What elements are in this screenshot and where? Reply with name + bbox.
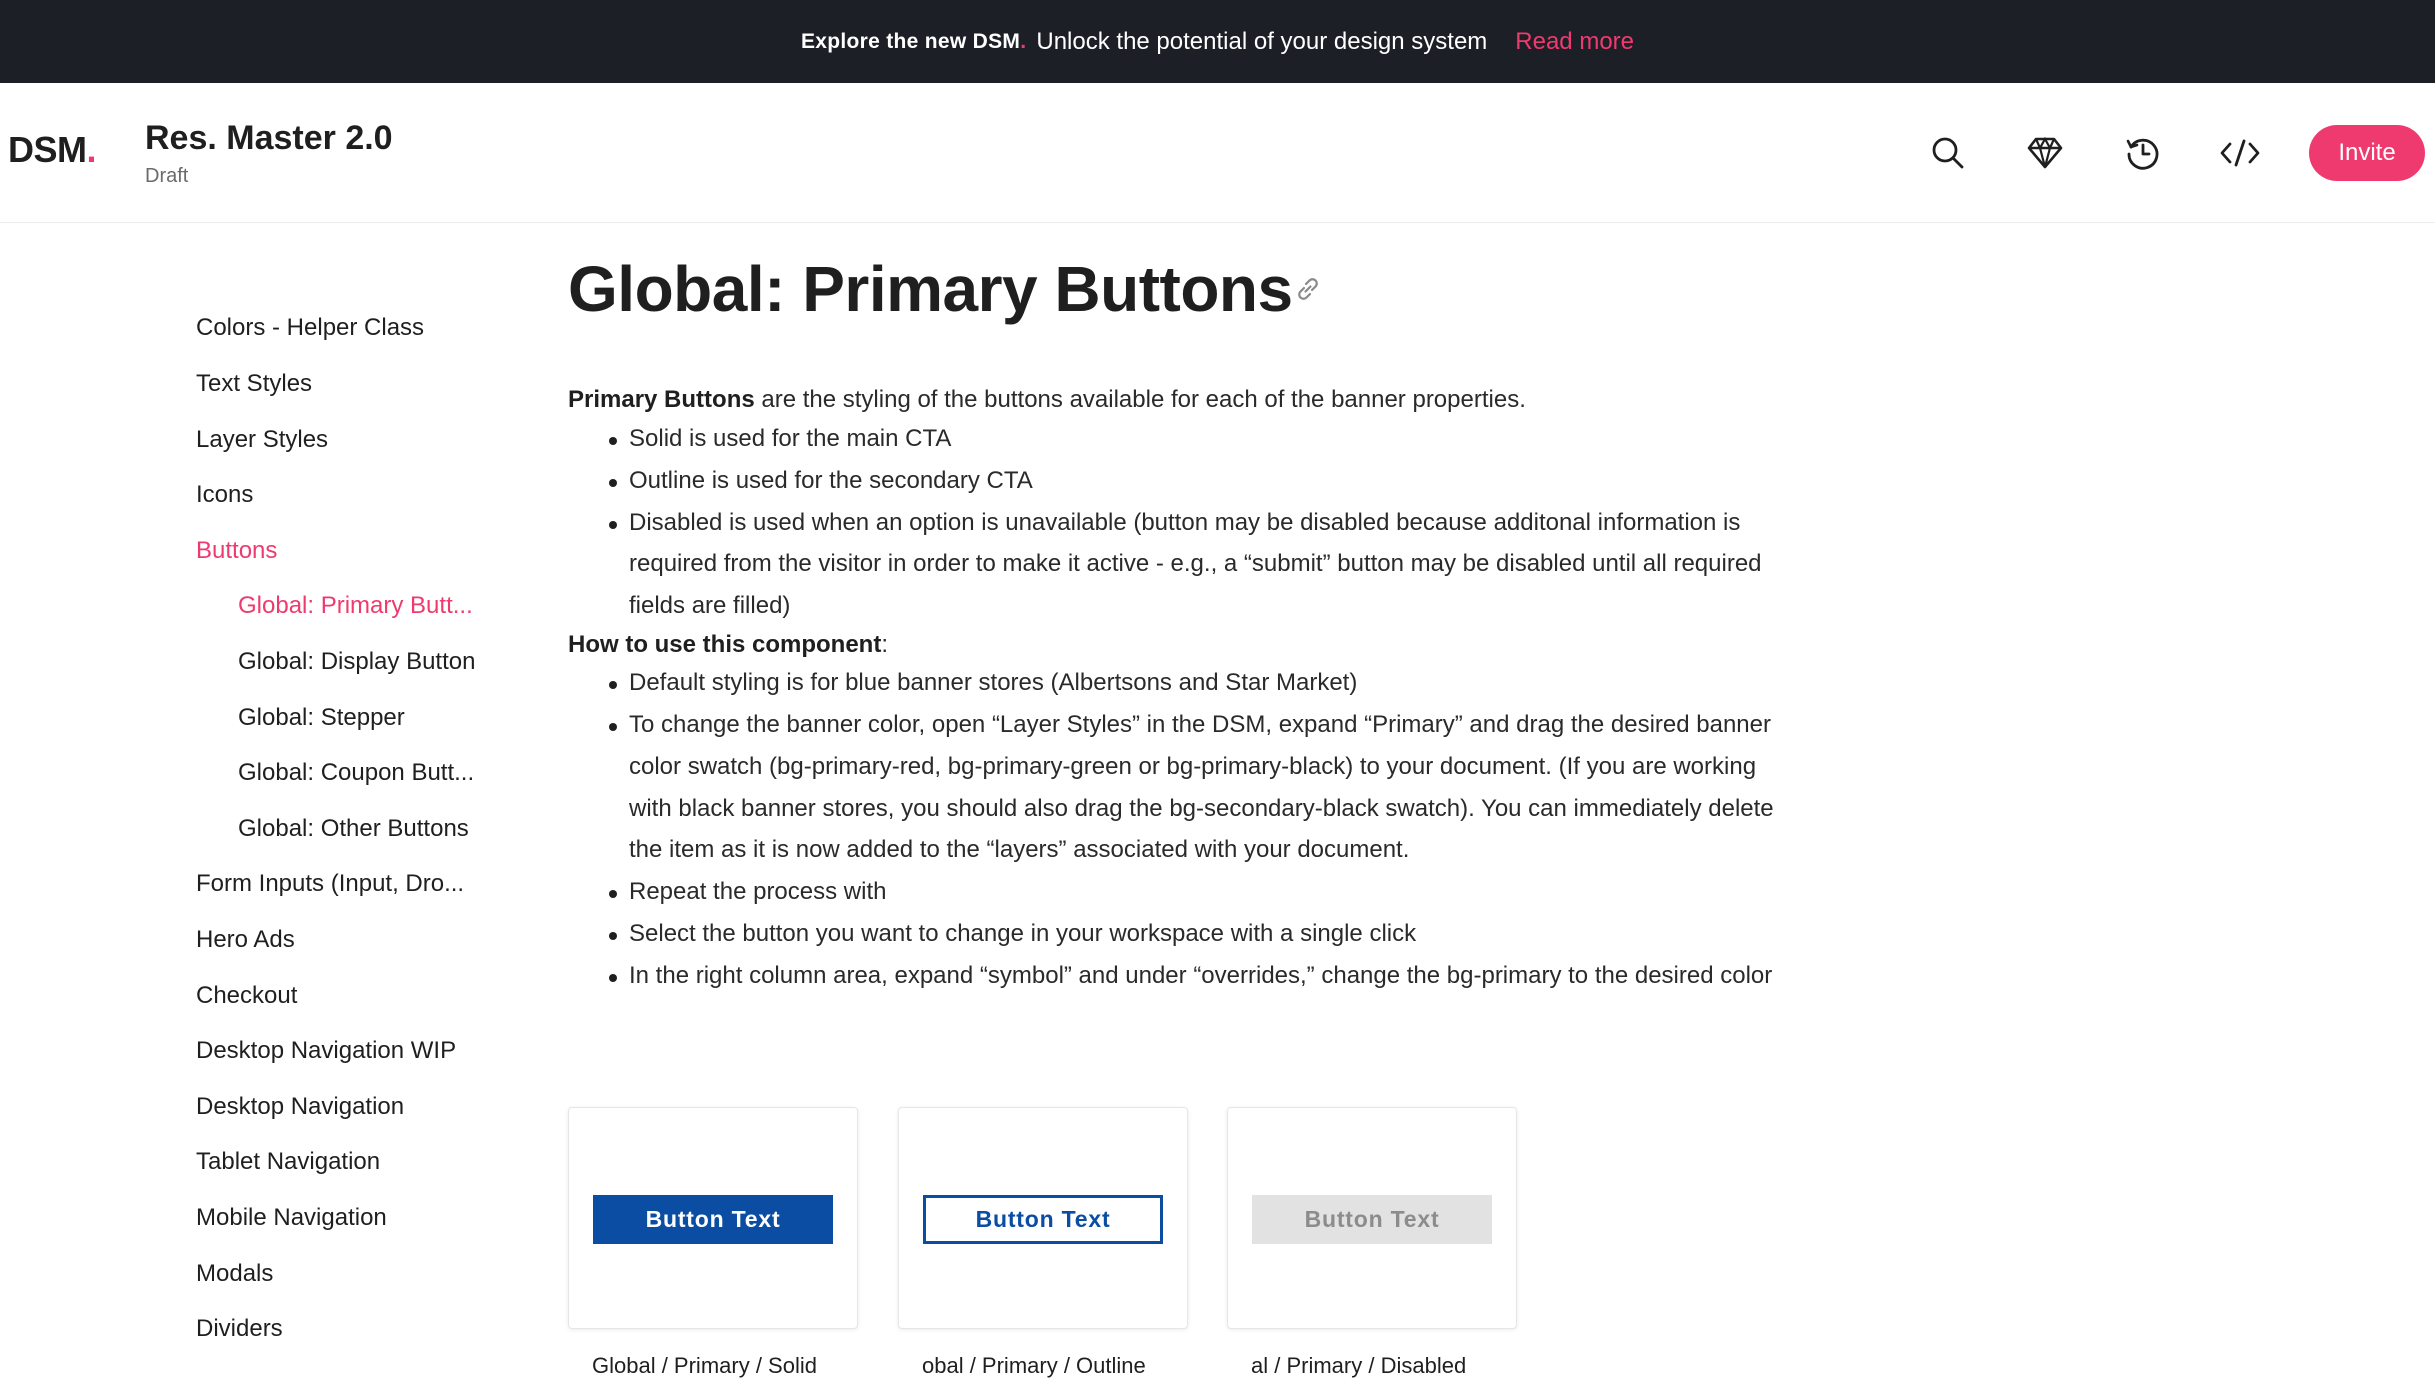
card-caption: Global / Primary / Solid (592, 1353, 817, 1378)
howto-bullet: In the right column area, expand “symbol” and under “overrides,” change the bg-primary to the desired color (629, 962, 1773, 989)
page-title: Global: Primary Buttons (568, 253, 1293, 325)
announcement-message: Unlock the potential of your design system (1036, 27, 1488, 55)
sidebar-item[interactable]: Colors - Helper Class (196, 314, 425, 341)
project-status: Draft (145, 165, 189, 187)
sidebar-item[interactable]: Desktop Navigation WIP (196, 1037, 457, 1064)
code-icon[interactable] (2218, 131, 2262, 175)
howto-bullet: To change the banner color, open “Layer Styles” in the DSM, expand “Primary” and drag the desired banner (629, 711, 1771, 738)
search-icon[interactable] (1926, 131, 1970, 175)
preview-card-solid[interactable] (568, 1107, 858, 1329)
sketch-diamond-icon[interactable] (2023, 131, 2067, 175)
disabled-demo-button: Button Text (1252, 1195, 1492, 1244)
sidebar-item[interactable]: Tablet Navigation (196, 1148, 381, 1175)
sidebar-subitem[interactable]: Global: Display Button (238, 648, 476, 675)
preview-card-disabled[interactable] (1227, 1107, 1517, 1329)
intro-bullet: Solid is used for the main CTA (629, 425, 952, 452)
intro-bullet: Disabled is used when an option is unavailable (button may be disabled because additonal information is (629, 509, 1741, 536)
app-header (0, 83, 2435, 223)
intro-bullet-cont: required from the visitor in order to make it active - e.g., a “submit” button may be disabled until all required (629, 550, 1762, 577)
sidebar-item[interactable]: Mobile Navigation (196, 1204, 387, 1231)
sidebar-item[interactable]: Checkout (196, 982, 298, 1009)
howto-heading: How to use this component: (568, 631, 889, 658)
howto-bullet: Select the button you want to change in your workspace with a single click (629, 920, 1417, 947)
sidebar-item[interactable]: Form Inputs (Input, Dro... (196, 870, 465, 897)
dsm-logo[interactable]: DSM. (8, 129, 97, 170)
howto-bullet-cont: with black banner stores, you should also drag the bg-secondary-black swatch). You can immediately delete (629, 795, 1774, 822)
preview-card-outline[interactable] (898, 1107, 1188, 1329)
howto-bullet-cont: color swatch (bg-primary-red, bg-primary-green or bg-primary-black) to your document. (If you are working (629, 753, 1757, 780)
sidebar-item-buttons[interactable]: Buttons (196, 537, 278, 564)
sidebar-subitem-active[interactable]: Global: Primary Butt... (238, 592, 473, 619)
project-title: Res. Master 2.0 (145, 119, 393, 157)
card-caption: obal / Primary / Outline (922, 1353, 1146, 1378)
intro-bullet: Outline is used for the secondary CTA (629, 467, 1033, 494)
solid-demo-button[interactable]: Button Text (593, 1195, 833, 1244)
outline-demo-button[interactable]: Button Text (923, 1195, 1163, 1244)
card-caption: al / Primary / Disabled (1251, 1353, 1467, 1378)
announcement-brand: Explore the new DSM. (800, 29, 1027, 53)
sidebar-item[interactable]: Modals (196, 1260, 274, 1287)
announcement-bar (0, 0, 2435, 83)
sidebar-subitem[interactable]: Global: Other Buttons (238, 815, 469, 842)
sidebar-item[interactable]: Dividers (196, 1315, 283, 1342)
sidebar-item[interactable]: Text Styles (196, 370, 313, 397)
intro-bullet-cont: fields are filled) (629, 592, 791, 619)
history-icon[interactable] (2121, 131, 2165, 175)
sidebar-item[interactable]: Layer Styles (196, 426, 329, 453)
sidebar-item[interactable]: Hero Ads (196, 926, 295, 953)
sidebar-item[interactable]: Desktop Navigation (196, 1093, 405, 1120)
howto-bullet-cont: the item as it is now added to the “layers” associated with your document. (629, 836, 1410, 863)
read-more-link[interactable]: Read more (1515, 27, 1635, 55)
invite-button[interactable]: Invite (2309, 125, 2425, 181)
howto-bullet: Repeat the process with (629, 878, 887, 905)
sidebar-subitem[interactable]: Global: Coupon Butt... (238, 759, 475, 786)
sidebar-item[interactable]: Icons (196, 481, 254, 508)
intro-paragraph: Primary Buttons are the styling of the buttons available for each of the banner properties. (568, 386, 1526, 413)
sidebar-subitem[interactable]: Global: Stepper (238, 704, 405, 731)
howto-bullet: Default styling is for blue banner stores (Albertsons and Star Market) (629, 669, 1358, 696)
link-icon[interactable] (1293, 274, 1323, 309)
